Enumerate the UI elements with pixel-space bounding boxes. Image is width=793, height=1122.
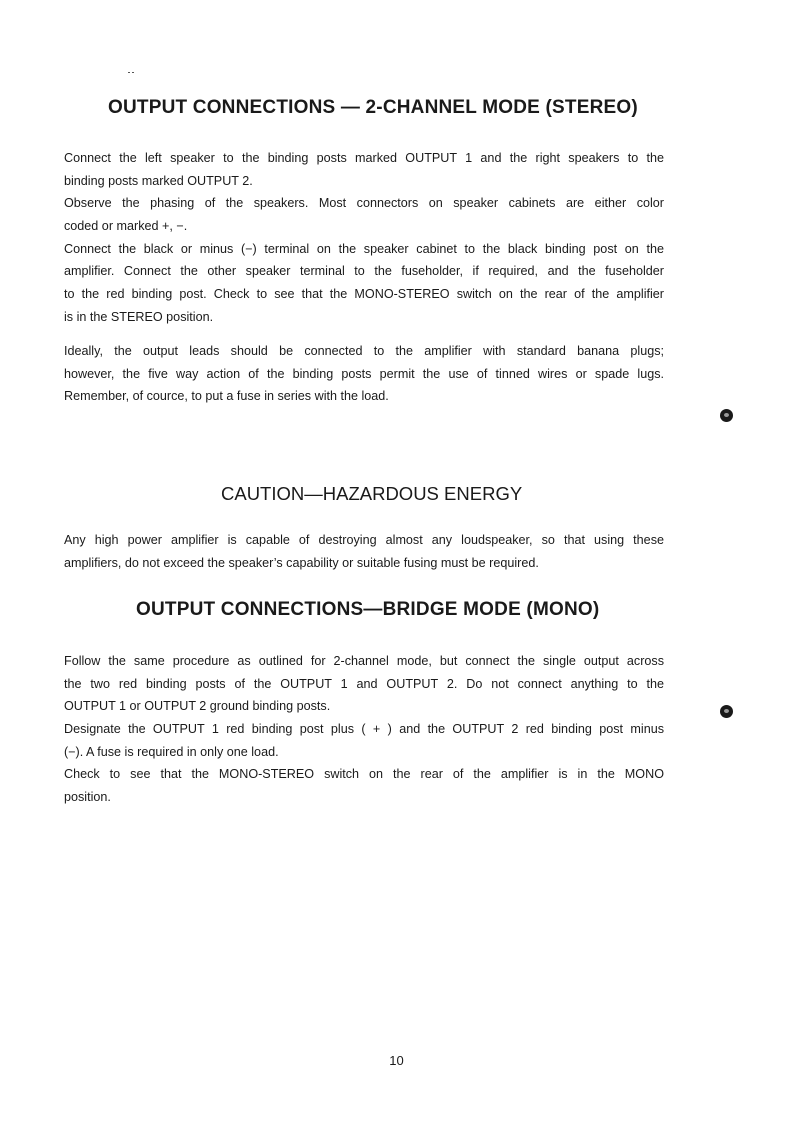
text-line: the two red binding posts of the OUTPUT 1 and OUTPUT 2. Do not connect anything to the xyxy=(64,676,664,691)
heading-caution: CAUTION—HAZARDOUS ENERGY xyxy=(221,483,523,504)
text-line: Observe the phasing of the speakers. Most connectors on speaker cabinets are either color xyxy=(64,196,664,211)
scan-speck xyxy=(128,72,130,73)
text-line: OUTPUT 1 or OUTPUT 2 ground binding posts. xyxy=(64,699,331,714)
text-line: is in the STEREO position. xyxy=(64,309,214,324)
text-line: (−). A fuse is required in only one load. xyxy=(64,744,279,759)
stereo-instructions xyxy=(64,147,664,329)
bridge-instructions xyxy=(64,650,664,809)
text-line: Ideally, the output leads should be connected to the amplifier with standard banana plugs; xyxy=(64,344,664,358)
caution-text xyxy=(64,529,664,574)
text-line: binding posts marked OUTPUT 2. xyxy=(64,173,253,188)
text-line: to the red binding post. Check to see that the MONO-STEREO switch on the rear of the amplifier xyxy=(64,287,664,302)
text-line: Designate the OUTPUT 1 red binding post plus ( + ) and the OUTPUT 2 red binding post minus xyxy=(64,722,664,737)
text-line: Any high power amplifier is capable of destroying almost any loudspeaker, so that using these xyxy=(64,533,664,547)
punch-hole xyxy=(720,409,733,422)
text-line: however, the five way action of the binding posts permit the use of tinned wires or spade lugs. xyxy=(64,366,664,381)
text-line: amplifiers, do not exceed the speaker’s capability or suitable fusing must be required. xyxy=(64,555,539,570)
scan-speck xyxy=(132,72,134,73)
text-line: position. xyxy=(64,790,111,805)
text-line: Remember, of cource, to put a fuse in series with the load. xyxy=(64,389,389,404)
punch-hole xyxy=(720,705,733,718)
text-line: coded or marked +, −. xyxy=(64,219,188,234)
text-line: Connect the black or minus (−) terminal on the speaker cabinet to the black binding post on the xyxy=(64,241,664,256)
text-line: Follow the same procedure as outlined for 2-channel mode, but connect the single output across xyxy=(64,654,664,668)
banana-plug-note xyxy=(64,340,664,408)
text-line: Check to see that the MONO-STEREO switch on the rear of the amplifier is in the MONO xyxy=(64,767,664,782)
page-number: 10 xyxy=(389,1053,404,1068)
text-line: Connect the left speaker to the binding posts marked OUTPUT 1 and the right speakers to the xyxy=(64,151,664,165)
heading-bridge-mode: OUTPUT CONNECTIONS—BRIDGE MODE (MONO) xyxy=(136,599,600,620)
heading-stereo-mode: OUTPUT CONNECTIONS — 2-CHANNEL MODE (STEREO) xyxy=(108,97,638,118)
text-line: amplifier. Connect the other speaker terminal to the fuseholder, if required, and the fuseholder xyxy=(64,264,664,279)
